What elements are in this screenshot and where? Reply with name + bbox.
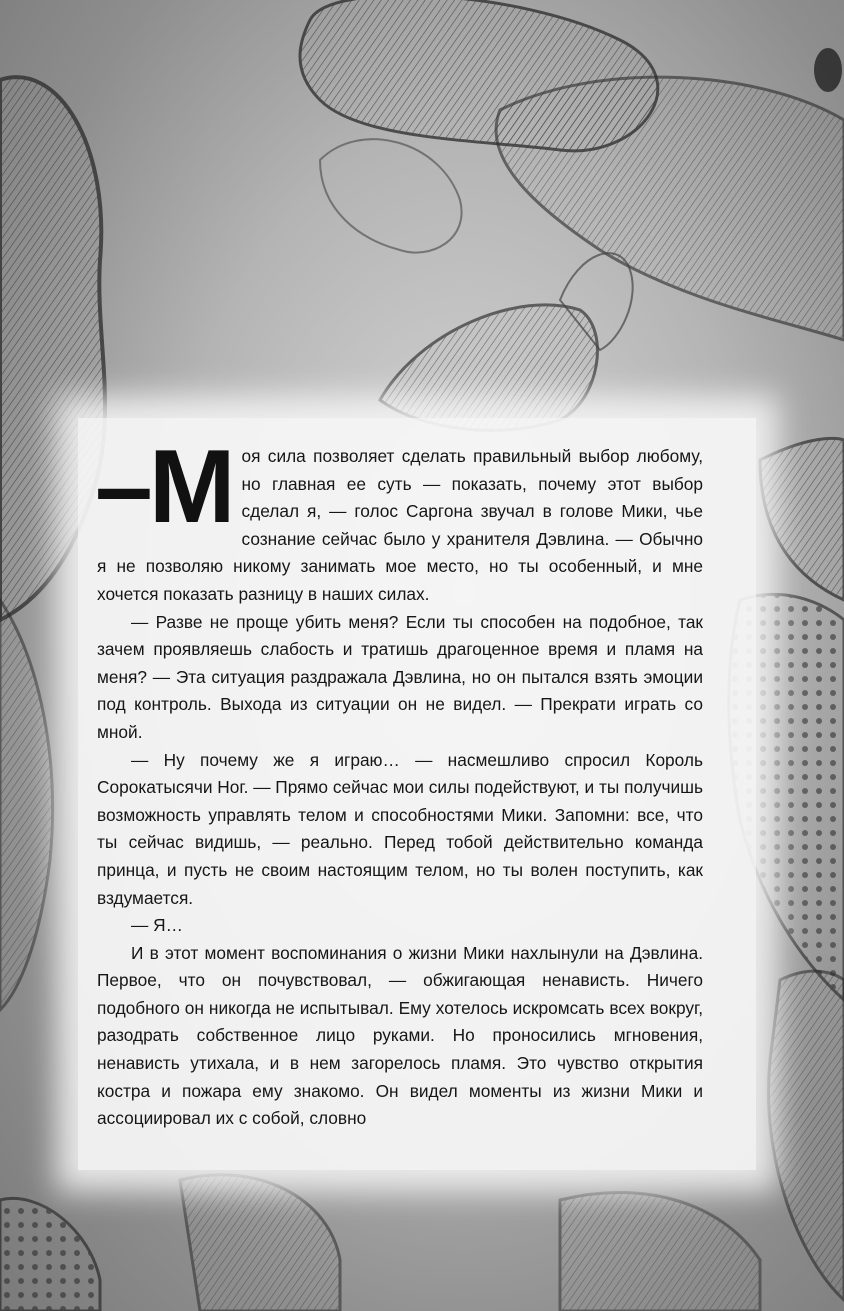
paragraph: — Я… bbox=[131, 915, 183, 936]
page-text bbox=[95, 429, 703, 1133]
drop-cap: –М bbox=[95, 429, 232, 545]
wing-bottom-left bbox=[0, 1198, 100, 1311]
wing-small bbox=[320, 139, 462, 252]
first-paragraph-text: оя сила позволяет сделать правильный выбор любому, но главная ее суть — показать, почему этот выбор сделал я, — голос Саргона звучал в голове Мики, чье сознание сейчас было у хранителя Дэвлина. — Обычно я не позволяю никому занимать мое место, но ты особенный, и мне хочется показать разницу в наших силах. bbox=[97, 446, 703, 604]
first-paragraph bbox=[95, 429, 703, 609]
paragraph: — Разве не проще убить меня? Если ты способен на подобное, так зачем проявляешь слабость и тратишь драгоценное время и пламя на меня? — Эта ситуация раздражала Дэвлина, но он пытался взять эмоции под контроль. Выхода из ситуации он не видел. — Прекрати играть со мной. bbox=[97, 611, 703, 742]
paragraph: — Ну почему же я играю… — насмешливо спросил Король Сорокатысячи Ног. — Прямо сейчас мои силы подействуют, и ты получишь возможность управлять телом и способностями Мики. Запомни: все, что ты сейчас видишь, — реально. Перед тобой действительно команда принца, и пусть не своим настоящим телом, но ты волен поступить, как вздумается. bbox=[97, 749, 703, 908]
wing-mid bbox=[380, 305, 597, 431]
butterfly-body bbox=[814, 48, 842, 92]
wing-right bbox=[760, 438, 844, 600]
paragraph: И в этот момент воспоминания о жизни Мики нахлынули на Дэвлина. Первое, что он почувствовал, — обжигающая ненависть. Ничего подобного он никогда не испытывал. Ему хотелось искромсать всех вокруг, разодрать собственное лицо руками. Но проносились мгновения, ненависть утихала, и в нем загорелось пламя. Это чувство открытия костра и пожара ему знакомо. Он видел моменты из жизни Мики и ассоциировал их с собой, словно bbox=[97, 942, 703, 1129]
wing-top-right bbox=[496, 77, 844, 340]
